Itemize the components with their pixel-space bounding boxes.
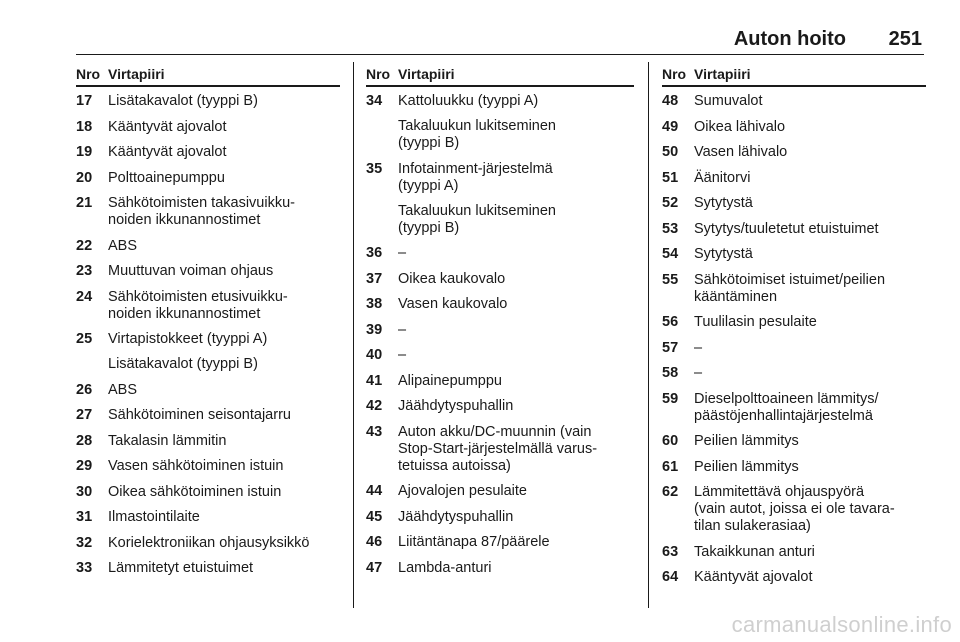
fuse-circuit — [108, 535, 340, 552]
circuit-line: – — [398, 321, 407, 338]
fuse-circuit — [694, 391, 926, 425]
fuse-circuit — [694, 144, 926, 161]
circuit-line: Takaluukun lukitseminen — [398, 202, 556, 219]
table-row — [662, 365, 926, 382]
circuit-line: päästöjenhallintajärjestelmä — [694, 407, 873, 424]
table-row — [76, 433, 340, 450]
circuit-alternative — [108, 356, 340, 373]
circuit-line: Jäähdytyspuhallin — [398, 398, 514, 414]
table-row — [76, 535, 340, 552]
fuse-circuit — [108, 263, 340, 280]
table-row — [662, 569, 926, 586]
fuse-number: 31 — [76, 509, 93, 525]
table-row — [662, 195, 926, 212]
fuse-circuit — [694, 569, 926, 586]
table-row — [366, 398, 634, 415]
table-row — [366, 560, 634, 577]
table-row — [662, 340, 926, 357]
fuse-circuit — [694, 221, 926, 238]
section-title: Auton hoito — [733, 28, 846, 50]
fuse-number: 17 — [76, 93, 93, 109]
circuit-line: Lisätakavalot (tyyppi B) — [108, 356, 258, 372]
circuit-line: tetuissa autoissa) — [398, 457, 511, 474]
fuse-number: 33 — [76, 560, 93, 576]
table-row — [76, 238, 340, 255]
table-row — [76, 170, 340, 187]
table-row — [366, 424, 634, 475]
circuit-line: Alipainepumppu — [398, 372, 502, 389]
table-row — [366, 534, 634, 551]
circuit-line: Takaikkunan anturi — [694, 543, 815, 560]
circuit-line: Lämmitetyt etuistuimet — [108, 560, 254, 576]
table-row — [366, 483, 634, 500]
fuse-circuit — [694, 170, 926, 187]
circuit-line: Sytytystä — [694, 246, 753, 262]
circuit-line: Liitäntänapa 87/päärele — [398, 534, 550, 550]
fuse-circuit — [108, 407, 340, 424]
fuse-circuit — [108, 484, 340, 501]
table-row — [366, 296, 634, 313]
fuse-number: 25 — [76, 331, 93, 347]
fuse-number: 30 — [76, 483, 93, 500]
fuse-number: 50 — [662, 144, 679, 160]
fuse-circuit — [398, 398, 634, 415]
fuse-number: 56 — [662, 314, 679, 330]
table-row — [662, 484, 926, 535]
fuse-circuit — [108, 93, 340, 110]
table-row — [662, 144, 926, 161]
page-number: 251 — [888, 28, 922, 50]
circuit-line: Sähkötoimisten takasivuikku- — [108, 195, 295, 211]
circuit-line: Sähkötoimisten etusivuikku- — [108, 288, 288, 305]
table-row — [366, 322, 634, 339]
fuse-circuit — [108, 458, 340, 475]
table-row — [662, 314, 926, 331]
fuse-number: 40 — [366, 347, 383, 363]
circuit-line: kääntäminen — [694, 288, 778, 305]
circuit-line: Sumuvalot — [694, 93, 763, 109]
fuse-circuit — [398, 373, 634, 390]
table-row — [76, 331, 340, 373]
circuit-line: Jäähdytyspuhallin — [398, 508, 514, 525]
fuse-number: 22 — [76, 237, 93, 254]
circuit-line: Sytytys/tuuletetut etuistuimet — [694, 220, 879, 237]
fuse-circuit — [398, 161, 634, 237]
fuse-number: 35 — [366, 160, 383, 177]
circuit-line: Vasen lähivalo — [694, 144, 788, 160]
fuse-number: 23 — [76, 263, 93, 279]
fuse-number: 29 — [76, 458, 93, 474]
table-row — [662, 119, 926, 136]
fuse-circuit — [398, 483, 634, 500]
fuse-number: 18 — [76, 118, 93, 135]
circuit-line: Oikea sähkötoiminen istuin — [108, 483, 282, 500]
table-row — [76, 263, 340, 280]
header-circuit: Virtapiiri — [398, 66, 455, 82]
fuse-circuit — [398, 424, 634, 475]
circuit-line: (tyyppi B) — [398, 135, 460, 151]
fuse-circuit — [694, 246, 926, 263]
fuse-number: 52 — [662, 195, 679, 211]
circuit-line: Korielektroniikan ohjausyksikkö — [108, 534, 310, 551]
fuse-circuit — [694, 195, 926, 212]
header-circuit: Virtapiiri — [694, 66, 751, 82]
fuse-circuit — [694, 365, 926, 382]
fuse-circuit — [398, 347, 634, 364]
fuse-circuit — [108, 119, 340, 136]
fuse-number: 47 — [366, 559, 383, 576]
fuse-number: 49 — [662, 118, 679, 135]
table-row — [366, 161, 634, 237]
fuse-circuit — [108, 433, 340, 450]
header-nro: Nro — [76, 66, 101, 82]
fuse-circuit — [398, 322, 634, 339]
circuit-line: Äänitorvi — [694, 169, 751, 186]
fuse-circuit — [694, 484, 926, 535]
fuse-circuit — [108, 382, 340, 399]
circuit-line: Kääntyvät ajovalot — [694, 569, 813, 585]
fuse-number: 37 — [366, 270, 383, 287]
fuse-table-column-2 — [366, 66, 634, 585]
table-row — [662, 246, 926, 263]
circuit-line: Takaluukun lukitseminen — [398, 118, 556, 134]
table-header — [366, 66, 634, 87]
fuse-number: 44 — [366, 483, 383, 499]
circuit-line: Auton akku/DC-muunnin (vain — [398, 423, 592, 440]
fuse-circuit — [398, 245, 634, 262]
fuse-circuit — [398, 93, 634, 152]
table-row — [76, 93, 340, 110]
fuse-number: 64 — [662, 569, 679, 585]
fuse-circuit — [108, 238, 340, 255]
table-row — [76, 484, 340, 501]
fuse-number: 53 — [662, 220, 679, 237]
circuit-line: Sytytystä — [694, 195, 753, 211]
circuit-line: Vasen kaukovalo — [398, 296, 508, 312]
circuit-line: Lisätakavalot (tyyppi B) — [108, 93, 258, 109]
circuit-line: Ajovalojen pesulaite — [398, 483, 527, 499]
table-row — [366, 509, 634, 526]
table-row — [366, 245, 634, 262]
circuit-alternative — [398, 203, 634, 237]
table-row — [662, 459, 926, 476]
circuit-line: Peilien lämmitys — [694, 458, 799, 475]
fuse-circuit — [108, 509, 340, 526]
circuit-line: (tyyppi A) — [398, 177, 459, 194]
circuit-line: noiden ikkunannostimet — [108, 212, 261, 228]
circuit-line: Sähkötoiminen seisontajarru — [108, 407, 291, 423]
table-row — [366, 347, 634, 364]
header-circuit: Virtapiiri — [108, 66, 165, 82]
fuse-table-column-1 — [76, 66, 340, 586]
fuse-number: 57 — [662, 339, 679, 356]
table-row — [662, 221, 926, 238]
fuse-number: 60 — [662, 433, 679, 449]
watermark: carmanualsonline.info — [731, 612, 952, 637]
fuse-number: 19 — [76, 144, 93, 160]
fuse-number: 20 — [76, 169, 93, 186]
fuse-circuit — [108, 170, 340, 187]
table-row — [662, 170, 926, 187]
fuse-circuit — [694, 119, 926, 136]
fuse-number: 46 — [366, 534, 383, 550]
table-row — [662, 93, 926, 110]
circuit-line: Muuttuvan voiman ohjaus — [108, 263, 274, 279]
circuit-line: Peilien lämmitys — [694, 433, 799, 449]
table-row — [76, 458, 340, 475]
circuit-line: ABS — [108, 237, 138, 254]
fuse-number: 51 — [662, 169, 679, 186]
fuse-circuit — [398, 534, 634, 551]
fuse-number: 45 — [366, 508, 383, 525]
fuse-number: 48 — [662, 93, 679, 109]
fuse-number: 38 — [366, 296, 383, 312]
column-divider — [648, 62, 649, 608]
column-divider — [353, 62, 354, 608]
fuse-circuit — [694, 340, 926, 357]
page-header — [76, 26, 924, 55]
fuse-number: 61 — [662, 458, 679, 475]
fuse-circuit — [694, 314, 926, 331]
fuse-circuit — [694, 272, 926, 306]
fuse-table-column-3 — [662, 66, 926, 595]
fuse-number: 39 — [366, 321, 383, 338]
header-nro: Nro — [366, 66, 391, 82]
fuse-circuit — [108, 560, 340, 577]
circuit-line: Stop-Start-järjestelmällä varus- — [398, 440, 598, 457]
circuit-line: – — [398, 245, 407, 261]
circuit-alternative — [398, 118, 634, 152]
table-row — [76, 560, 340, 577]
circuit-line: Kattoluukku (tyyppi A) — [398, 93, 539, 109]
fuse-circuit — [108, 289, 340, 323]
fuse-circuit — [694, 433, 926, 450]
fuse-number: 21 — [76, 195, 93, 211]
circuit-line: tilan sulakerasiaa) — [694, 518, 811, 534]
circuit-line: noiden ikkunannostimet — [108, 305, 261, 322]
circuit-line: (vain autot, joissa ei ole tavara- — [694, 501, 895, 517]
fuse-circuit — [694, 93, 926, 110]
table-header — [76, 66, 340, 87]
fuse-number: 27 — [76, 407, 93, 423]
fuse-number: 26 — [76, 381, 93, 398]
circuit-line: ABS — [108, 381, 138, 398]
table-row — [76, 119, 340, 136]
table-row — [76, 289, 340, 323]
circuit-line: Tuulilasin pesulaite — [694, 314, 817, 330]
circuit-line: Infotainment-järjestelmä — [398, 160, 553, 177]
fuse-number: 34 — [366, 93, 383, 109]
fuse-number: 58 — [662, 365, 679, 381]
header-nro: Nro — [662, 66, 687, 82]
table-row — [366, 373, 634, 390]
table-row — [662, 272, 926, 306]
circuit-line: Polttoainepumppu — [108, 169, 225, 186]
fuse-circuit — [398, 509, 634, 526]
circuit-line: Virtapistokkeet (tyyppi A) — [108, 331, 268, 347]
fuse-number: 62 — [662, 484, 679, 500]
fuse-circuit — [108, 195, 340, 229]
table-row — [76, 144, 340, 161]
table-row — [366, 271, 634, 288]
table-row — [76, 195, 340, 229]
fuse-number: 42 — [366, 398, 383, 414]
fuse-number: 28 — [76, 432, 93, 449]
circuit-line: – — [398, 347, 407, 363]
fuse-number: 55 — [662, 271, 679, 288]
fuse-number: 36 — [366, 245, 383, 261]
circuit-line: Vasen sähkötoiminen istuin — [108, 458, 284, 474]
fuse-number: 32 — [76, 534, 93, 551]
circuit-line: Kääntyvät ajovalot — [108, 118, 227, 135]
table-row — [662, 544, 926, 561]
table-row — [662, 391, 926, 425]
circuit-line: – — [694, 365, 703, 381]
table-row — [662, 433, 926, 450]
circuit-line: Dieselpolttoaineen lämmitys/ — [694, 390, 879, 407]
circuit-line: Lambda-anturi — [398, 559, 492, 576]
fuse-circuit — [108, 331, 340, 373]
table-header — [662, 66, 926, 87]
fuse-circuit — [694, 544, 926, 561]
circuit-line: Ilmastointilaite — [108, 509, 200, 525]
circuit-line: Kääntyvät ajovalot — [108, 144, 227, 160]
fuse-number: 54 — [662, 246, 679, 262]
fuse-number: 59 — [662, 390, 679, 407]
fuse-circuit — [108, 144, 340, 161]
circuit-line: (tyyppi B) — [398, 219, 460, 236]
table-row — [76, 407, 340, 424]
circuit-line: Takalasin lämmitin — [108, 432, 227, 449]
fuse-circuit — [694, 459, 926, 476]
circuit-line: – — [694, 339, 703, 356]
fuse-circuit — [398, 271, 634, 288]
fuse-circuit — [398, 560, 634, 577]
circuit-line: Oikea lähivalo — [694, 118, 786, 135]
circuit-line: Lämmitettävä ohjauspyörä — [694, 484, 865, 500]
circuit-line: Oikea kaukovalo — [398, 270, 506, 287]
table-row — [76, 382, 340, 399]
fuse-circuit — [398, 296, 634, 313]
table-row — [366, 93, 634, 152]
fuse-number: 43 — [366, 423, 383, 440]
fuse-number: 63 — [662, 543, 679, 560]
table-row — [76, 509, 340, 526]
circuit-line: Sähkötoimiset istuimet/peilien — [694, 271, 886, 288]
fuse-number: 41 — [366, 372, 383, 389]
fuse-number: 24 — [76, 288, 93, 305]
